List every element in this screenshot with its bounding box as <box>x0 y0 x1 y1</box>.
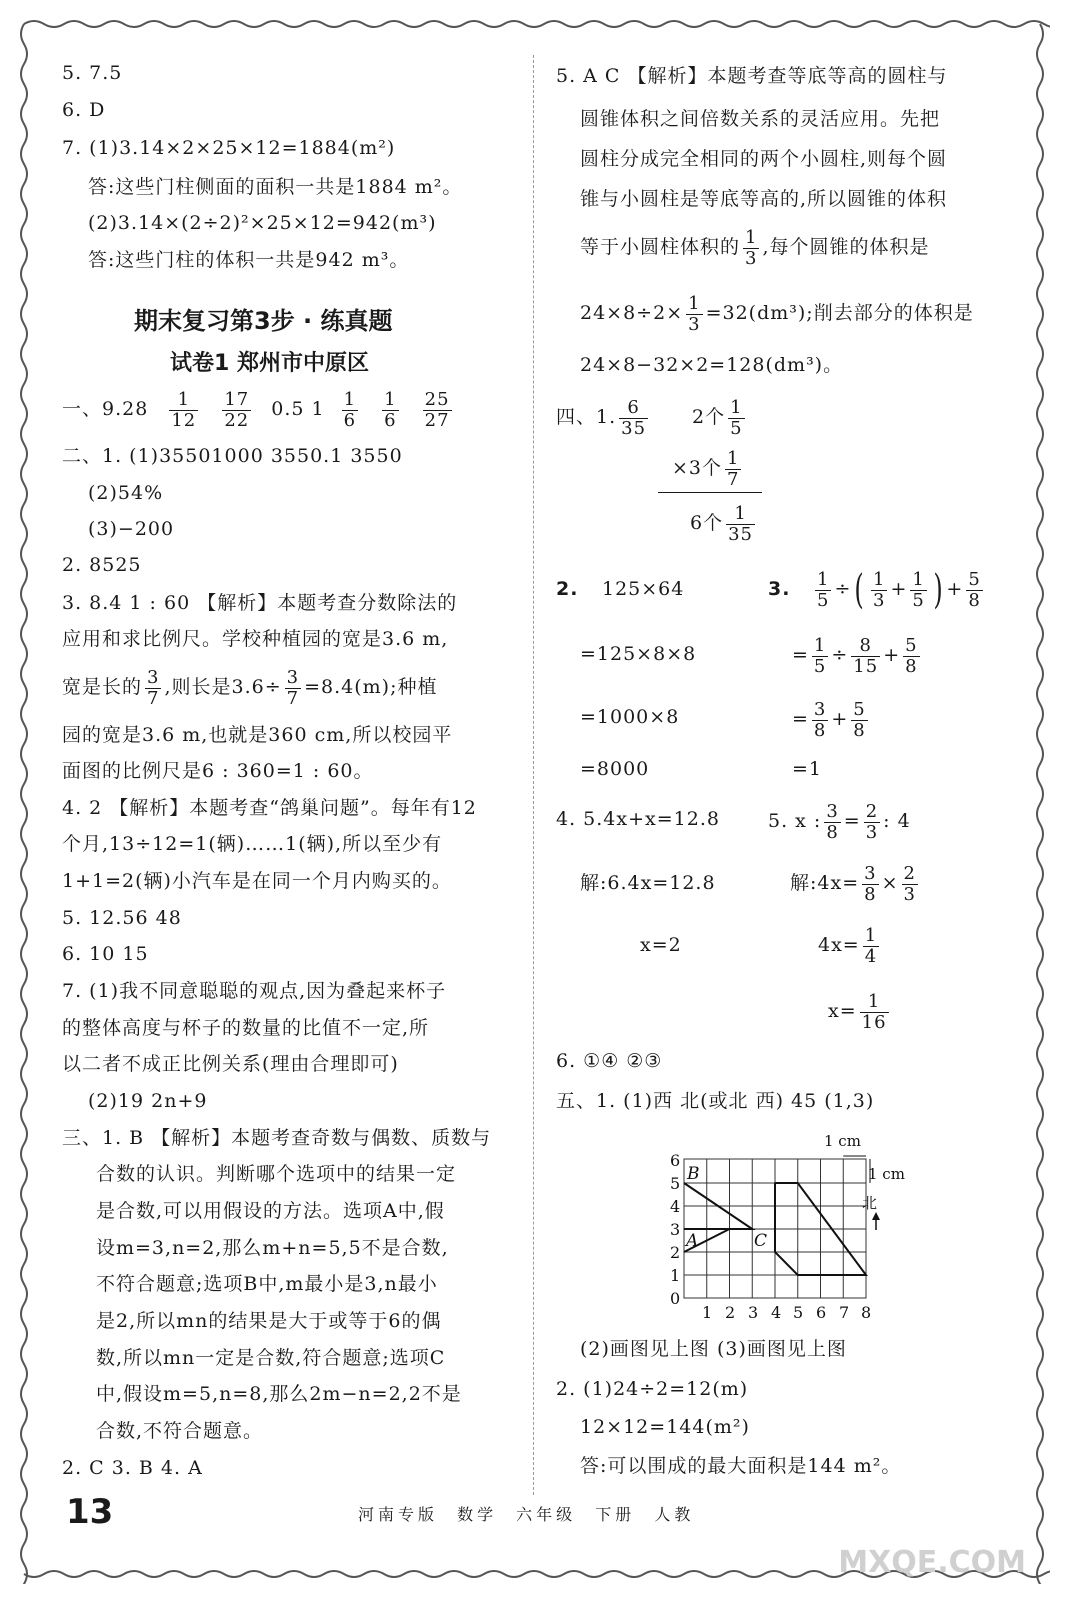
s3-line: 中,假设m=5,n=8,那么2m−n=2,2不是 <box>96 1383 462 1405</box>
q4-line: 4. 5.4x+x=12.8 <box>556 808 720 830</box>
q2-step: =125×8×8 <box>580 643 697 665</box>
s2-line: (2)54% <box>88 482 164 504</box>
s4-mult-row3: 6个 $\frac{1}{35}$ <box>690 502 753 545</box>
q3-step2: = $\frac{1}{5}$ ÷ $\frac{8}{15}$ + $\frac{5}{8}$ <box>792 634 918 677</box>
s2-line: 3. 8.4 1 : 60 【解析】本题考查分数除法的 <box>62 592 458 614</box>
fraction: $\frac{1}{3}$ <box>745 226 758 269</box>
svg-text:6: 6 <box>670 1151 681 1170</box>
footer-info: 河南专版 数学 六年级 下册 人教 <box>358 1505 695 1524</box>
q3-step4: =1 <box>792 758 823 780</box>
column-divider <box>533 55 534 1495</box>
s3-line: 不符合题意;选项B中,m最小是3,n最小 <box>96 1273 438 1295</box>
s5-line1: 五、1. (1)西 北(或北 西) 45 (1,3) <box>556 1090 875 1112</box>
s5-line4: 12×12=144(m²) <box>580 1416 750 1438</box>
point-a-label: A <box>686 1231 699 1251</box>
s5-line2: (2)画图见上图 (3)画图见上图 <box>580 1338 847 1360</box>
svg-text:1: 1 <box>702 1303 713 1322</box>
q2-step: 125×64 <box>602 578 685 600</box>
fraction: $\frac{1}{12}$ <box>171 388 197 431</box>
s2-line: 2. 8525 <box>62 554 142 576</box>
s2-line: 园的宽是3.6 m,也就是360 cm,所以校园平 <box>62 724 453 746</box>
q3-label: 3. <box>768 578 791 600</box>
answer-7-part1: 7. (1)3.14×2×25×12=1884(m²) <box>62 137 396 159</box>
q5-line1: 5. x : $\frac{3}{8}$ = $\frac{2}{3}$ : 4 <box>768 800 911 843</box>
answer-7-reply2: 答:这些门柱的体积一共是942 m³。 <box>88 249 410 271</box>
svg-text:3: 3 <box>748 1303 759 1322</box>
s2-line-fraction: 宽是长的 $\frac{3}{7}$ ,则长是3.6÷ $\frac{3}{7}$ =8.4(m);种植 <box>62 666 438 709</box>
svg-text:4: 4 <box>771 1303 782 1322</box>
r-line: 锥与小圆柱是等底等高的,所以圆锥的体积 <box>580 188 948 210</box>
q2-label: 2. <box>556 578 579 600</box>
grid-unit-y: 1 cm <box>868 1165 905 1183</box>
r-line: 圆锥体积之间倍数关系的灵活应用。先把 <box>580 108 941 130</box>
q2-step: =8000 <box>580 758 650 780</box>
svg-text:0: 0 <box>670 1289 681 1308</box>
svg-text:3: 3 <box>670 1220 681 1239</box>
s3-line: 2. C 3. B 4. A <box>62 1457 203 1479</box>
north-label: 北 <box>862 1194 878 1212</box>
s5-line3: 2. (1)24÷2=12(m) <box>556 1378 749 1400</box>
s2-line: 4. 2 【解析】本题考查“鸽巢问题”。每年有12 <box>62 797 477 819</box>
s3-line: 合数的认识。判断哪个选项中的结果一定 <box>96 1163 457 1185</box>
fraction: $\frac{25}{27}$ <box>424 388 450 431</box>
q4-line: x=2 <box>640 934 682 956</box>
answer-6: 6. D <box>62 99 106 121</box>
fraction: $\frac{6}{35}$ <box>621 396 647 439</box>
svg-text:5: 5 <box>793 1303 804 1322</box>
r-line: 圆柱分成完全相同的两个小圆柱,则每个圆 <box>580 148 948 170</box>
s2-line: 应用和求比例尺。学校种植园的宽是3.6 m, <box>62 628 449 650</box>
s2-line: 的整体高度与杯子的数量的比值不一定,所 <box>62 1017 430 1039</box>
s4-label: 四、1. $\frac{6}{35}$ <box>556 396 647 439</box>
svg-text:2: 2 <box>670 1243 681 1262</box>
svg-text:8: 8 <box>861 1303 872 1322</box>
answer-5: 5. 7.5 <box>62 62 123 84</box>
fraction: $\frac{3}{7}$ <box>286 666 300 709</box>
s3-line: 三、1. B 【解析】本题考查奇数与偶数、质数与 <box>62 1127 492 1149</box>
s2-line: 二、1. (1)35501000 3550.1 3550 <box>62 445 403 467</box>
r-line-fraction: 24×8÷2× $\frac{1}{3}$ =32(dm³);削去部分的体积是 <box>580 292 974 335</box>
q5-line3: 4x= $\frac{1}{4}$ <box>818 924 878 967</box>
q3-expr: $\frac{1}{5}$ ÷( $\frac{1}{3}$ + $\frac{1}{5}$ ) + $\frac{5}{8}$ <box>817 567 981 613</box>
r-line: 24×8−32×2=128(dm³)。 <box>580 354 844 376</box>
point-b-label: B <box>687 1164 700 1184</box>
s4-mult-row2: ×3个 $\frac{1}{7}$ <box>672 447 740 490</box>
q6-line: 6. ①④ ②③ <box>556 1050 663 1072</box>
test-subheading: 试卷1 郑州市中原区 <box>170 351 369 376</box>
s2-line: 6. 10 15 <box>62 943 149 965</box>
s2-line: 个月,13÷12=1(辆)……1(辆),所以至少有 <box>62 833 443 855</box>
section-1-answers <box>62 384 455 434</box>
s2-line: 以二者不成正比例关系(理由合理即可) <box>62 1053 399 1075</box>
fraction: $\frac{3}{7}$ <box>147 666 160 709</box>
s3-line: 数,所以mn一定是合数,符合题意;选项C <box>96 1347 446 1369</box>
q3-step3: = $\frac{3}{8}$ + $\frac{5}{8}$ <box>792 698 866 741</box>
s4-rule <box>658 492 762 493</box>
svg-text:4: 4 <box>670 1197 681 1216</box>
s2-line: 7. (1)我不同意聪聪的观点,因为叠起来杯子 <box>62 980 447 1002</box>
q4-line: 解:6.4x=12.8 <box>580 872 716 894</box>
s2-line: 5. 12.56 48 <box>62 907 182 929</box>
page-number: 13 <box>66 1492 114 1532</box>
grid-unit-x: 1 cm <box>824 1132 861 1150</box>
answer-7-reply1: 答:这些门柱侧面的面积一共是1884 m²。 <box>88 176 463 198</box>
s5-line5: 答:可以围成的最大面积是144 m²。 <box>580 1455 902 1477</box>
fraction: $\frac{1}{6}$ <box>343 388 357 431</box>
fraction: $\frac{1}{3}$ <box>688 292 701 335</box>
s3-line: 是2,所以mn的结果是大于或等于6的偶 <box>96 1310 442 1332</box>
s1-prefix: 一、9.28 <box>62 398 149 420</box>
svg-text:6: 6 <box>816 1303 827 1322</box>
q5-line4: x= $\frac{1}{16}$ <box>828 990 887 1033</box>
watermark: MXQE.COM <box>838 1545 1026 1580</box>
svg-text:1: 1 <box>670 1266 681 1285</box>
fraction: $\frac{1}{6}$ <box>384 388 397 431</box>
answer-7-part2: (2)3.14×(2÷2)²×25×12=942(m³) <box>88 212 437 234</box>
section-heading: 期末复习第3步 · 练真题 <box>134 307 393 335</box>
s3-line: 设m=3,n=2,那么m+n=5,5不是合数, <box>96 1237 449 1259</box>
s2-line: 1+1=2(辆)小汽车是在同一个月内购买的。 <box>62 870 452 892</box>
r-line: 5. A C 【解析】本题考查等底等高的圆柱与 <box>556 65 948 87</box>
svg-text:5: 5 <box>670 1174 681 1193</box>
svg-text:2: 2 <box>725 1303 736 1322</box>
s1-mid: 0.5 1 <box>271 398 325 420</box>
s4-mult-row1: 2个 $\frac{1}{5}$ <box>692 396 743 439</box>
s2-line: (3)−200 <box>88 518 175 540</box>
coordinate-grid-figure <box>640 1126 910 1326</box>
point-c-label: C <box>754 1231 768 1251</box>
q5-line2: 解:4x= $\frac{3}{8}$ × $\frac{2}{3}$ <box>790 862 916 905</box>
s3-line: 合数,不符合题意。 <box>96 1420 264 1442</box>
svg-text:7: 7 <box>839 1303 850 1322</box>
s2-line: (2)19 2n+9 <box>88 1090 208 1112</box>
fraction: $\frac{17}{22}$ <box>224 388 250 431</box>
r-line-fraction: 等于小圆柱体积的 $\frac{1}{3}$ ,每个圆锥的体积是 <box>580 226 930 269</box>
s2-line: 面图的比例尺是6 : 360=1 : 60。 <box>62 760 374 782</box>
q2-step: =1000×8 <box>580 706 680 728</box>
s3-line: 是合数,可以用假设的方法。选项A中,假 <box>96 1200 445 1222</box>
